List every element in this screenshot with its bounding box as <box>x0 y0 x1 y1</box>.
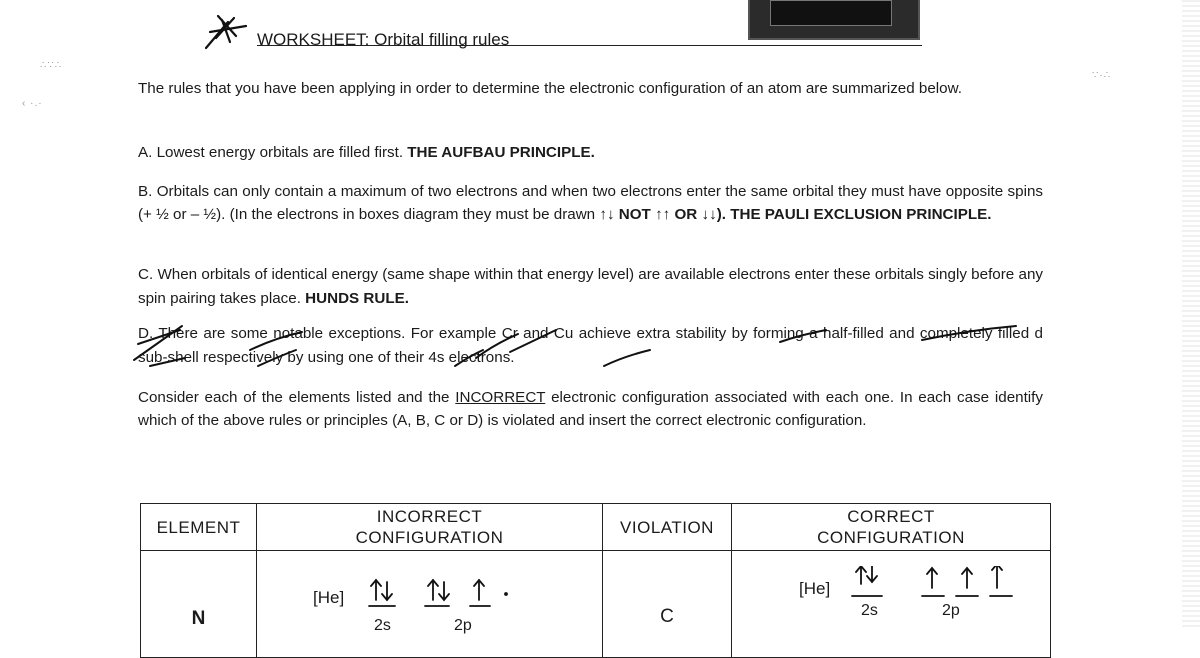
scan-speck: ∴∵∴ <box>40 60 63 71</box>
rule-b-not: NOT <box>618 206 651 223</box>
incorrect-label-2p: 2p <box>454 617 472 634</box>
hand-drawn-star-icon <box>200 12 250 56</box>
rule-b-principle: THE PAULI EXCLUSION PRINCIPLE. <box>730 206 992 223</box>
correct-label-2s: 2s <box>861 602 878 619</box>
scan-edge-noise <box>1182 0 1200 630</box>
incorrect-config-cell <box>257 551 603 658</box>
incorrect-orbital-diagram <box>257 566 602 642</box>
rule-b-or: OR <box>674 206 698 223</box>
incorrect-orbital-arrows <box>257 566 602 642</box>
header-photo <box>748 0 920 40</box>
table-header-row <box>141 504 1051 551</box>
scan-speck: ∵·∴ <box>1092 70 1112 81</box>
instructions-emphasis: INCORRECT <box>455 389 546 406</box>
rule-b-wrong-symbol-1: ↑↑ <box>655 206 671 223</box>
instructions-paragraph <box>138 386 1043 432</box>
correct-orbital-arrows <box>732 566 1050 642</box>
configuration-table <box>140 503 1051 658</box>
rule-b-wrong-symbol-2: ↓↓ <box>701 206 717 223</box>
rule-c-principle: HUNDS RULE. <box>305 290 409 307</box>
header-violation <box>603 504 732 551</box>
instructions-before: Consider each of the elements listed and the <box>138 389 456 406</box>
rule-b-text: B. Orbitals can only contain a maximum of two electrons and when two electrons enter the same orbital they must have opposite spins (+ ½ or – ½). (In the electrons in boxes diagram they must be drawn <box>138 183 1043 223</box>
header-element <box>141 504 257 551</box>
header-correct-line1: CORRECT <box>847 507 935 526</box>
instructions-after: electronic configuration associated with each one. In each case identify which of the above rules or principles (A, B, C or D) is violated and insert the correct electronic configuration. <box>138 389 1043 429</box>
rule-a <box>138 141 1043 165</box>
correct-label-2p: 2p <box>942 602 960 619</box>
rule-a-principle: THE AUFBAU PRINCIPLE. <box>407 144 595 161</box>
header-element-label: ELEMENT <box>156 517 241 537</box>
header-incorrect-line1: INCORRECT <box>376 507 483 526</box>
worksheet-title: WORKSHEET: Orbital filling rules <box>257 30 510 49</box>
element-cell: N <box>141 551 257 658</box>
header-correct-line2: CONFIGURATION <box>817 528 965 547</box>
title-underline <box>257 45 922 46</box>
correct-orbital-diagram <box>732 566 1050 642</box>
rule-a-text: A. Lowest energy orbitals are filled first. <box>138 144 408 161</box>
violation-cell: C <box>603 551 732 658</box>
rule-d: D. There are some notable exceptions. For example Cr and Cu achieve extra stability by forming a half-filled and completely filled d sub-shell respectively by using one of their 4s electrons. <box>138 325 1043 366</box>
header-incorrect <box>257 504 603 551</box>
header-violation-label: VIOLATION <box>620 517 714 537</box>
table-row <box>141 551 1051 658</box>
rule-c-text: C. When orbitals of identical energy (same shape within that energy level) are available electrons enter these orbitals singly before any spin pairing takes place. <box>138 266 1043 307</box>
rule-c <box>138 263 1043 311</box>
intro-paragraph: The rules that you have been applying in order to determine the electronic configuration of an atom are summarized below. <box>138 80 962 97</box>
incorrect-label-2s: 2s <box>374 617 391 634</box>
rule-b <box>138 180 1043 226</box>
incorrect-core: [He] <box>313 588 345 607</box>
header-incorrect-line2: CONFIGURATION <box>355 528 504 547</box>
rule-b-correct-symbol: ↑↓ <box>599 206 615 223</box>
correct-config-cell <box>732 551 1051 658</box>
header-correct <box>732 504 1051 551</box>
scan-speck: ‹ ·.· <box>22 98 43 109</box>
rule-b-close: ). <box>716 206 726 223</box>
correct-core: [He] <box>799 579 831 598</box>
